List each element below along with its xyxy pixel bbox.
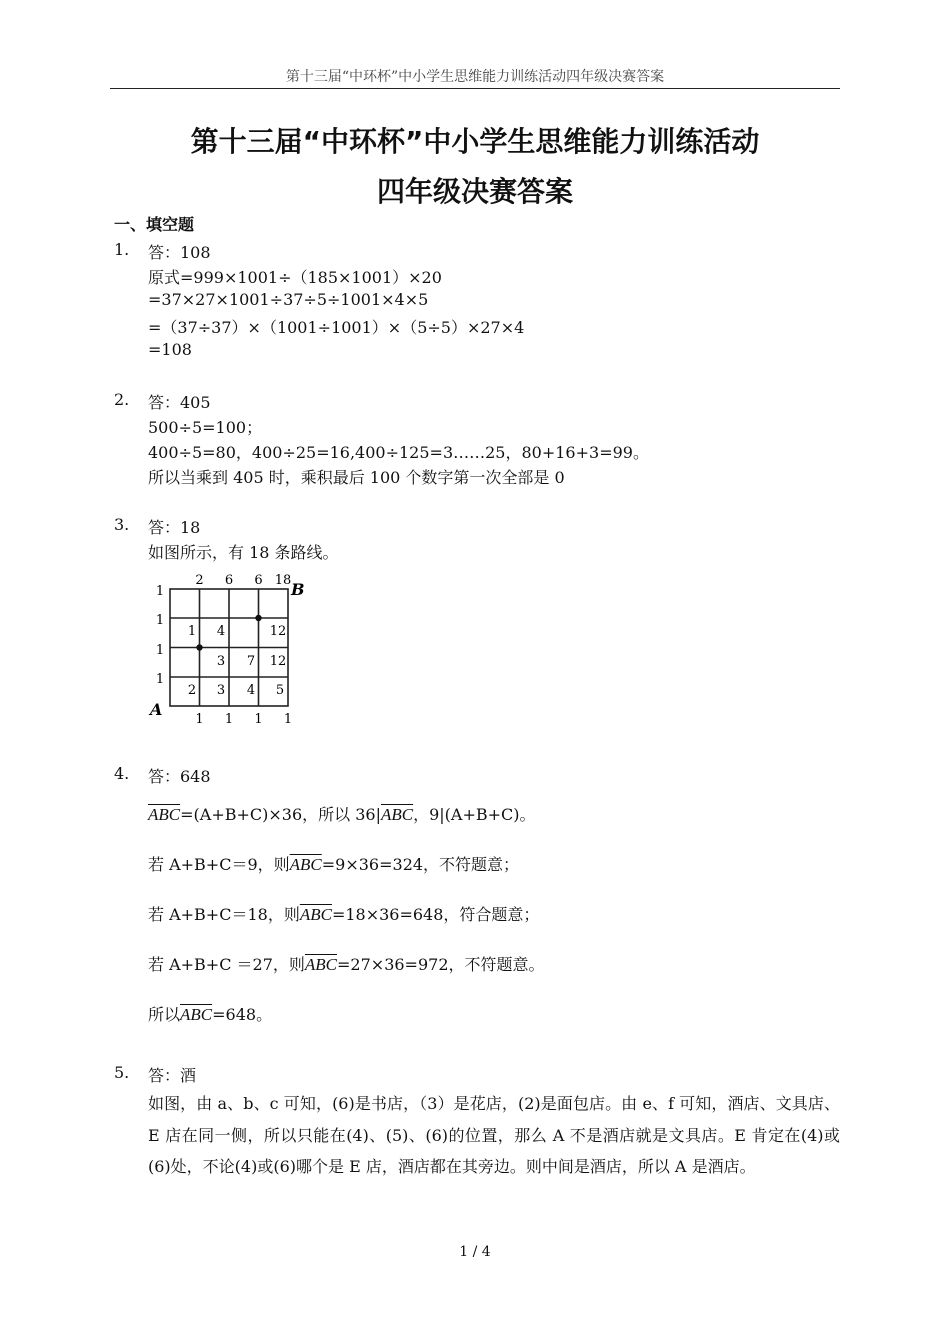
page-number: 1 / 4	[459, 1244, 491, 1260]
grid-top-label: 18	[274, 573, 292, 588]
grid-top-label: 6	[254, 573, 263, 588]
grid-top-label: 2	[195, 573, 204, 588]
grid-cell-value: 12	[269, 624, 287, 639]
q4-text: 若 A+B+C＝9，则	[148, 855, 290, 874]
grid-cell-value: 3	[216, 654, 226, 669]
grid-bottom-label: 1	[254, 712, 263, 727]
q1-number: 1.	[114, 240, 130, 259]
grid-cell-value: 5	[275, 683, 285, 698]
q4-number: 4.	[114, 764, 130, 783]
grid-bottom-label: 1	[224, 712, 234, 727]
q4-line-1	[148, 802, 536, 825]
grid-dot	[255, 615, 261, 621]
grid-left-label: 1	[155, 613, 165, 628]
title-line-1: 第十三届“中环杯”中小学生思维能力训练活动	[190, 125, 760, 158]
q4-text: =(A+B+C)×36，所以 36|	[180, 805, 381, 824]
abc-overline: $\overline{ABC}$	[304, 955, 338, 974]
abc-overline: $\overline{ABC}$	[380, 805, 414, 824]
q1-line: =（37÷37）×（1001÷1001）×（5÷5）×27×4	[148, 318, 525, 337]
q4-text: =648。	[212, 1005, 273, 1024]
q4-text: ，9|(A+B+C)。	[413, 805, 536, 824]
q4-text: 若 A+B+C＝18，则	[148, 905, 300, 924]
grid-left-label: 1	[155, 672, 165, 687]
q4-text: =9×36=324，不符题意；	[321, 855, 520, 874]
q4-text: 若 A+B+C ＝27，则	[148, 955, 305, 974]
grid-left-label: 1	[155, 643, 165, 658]
q2-line: 500÷5=100；	[148, 418, 263, 437]
grid-top-label: 6	[224, 573, 234, 588]
title-line-2: 四年级决赛答案	[376, 175, 573, 208]
point-b-label: B	[291, 580, 305, 599]
grid-cell-value: 4	[246, 683, 256, 698]
q1-line: =37×27×1001÷37÷5÷1001×4×5	[148, 290, 429, 309]
grid-cell-value: 12	[269, 654, 287, 669]
q1-line: 原式=999×1001÷（185×1001）×20	[148, 268, 442, 287]
q4-answer: 答：648	[148, 767, 211, 786]
q5-number: 5.	[114, 1063, 130, 1082]
q2-answer: 答：405	[148, 393, 211, 412]
q1-line: =108	[148, 340, 192, 359]
abc-overline: $\overline{ABC}$	[299, 905, 332, 924]
q5-answer: 答：酒	[148, 1066, 197, 1085]
q2-line: 400÷5=80，400÷25=16,400÷125=3……25，80+16+3=99。	[148, 443, 649, 462]
grid-cell-value: 1	[187, 624, 197, 639]
abc-overline: $\overline{ABC}$	[148, 805, 181, 824]
grid-cell-value: 4	[216, 624, 226, 639]
header-rule	[110, 88, 840, 89]
q4-line-5	[148, 1002, 272, 1025]
q4-line-2	[148, 852, 519, 875]
q1-answer: 答：108	[148, 243, 211, 262]
q2-line: 所以当乘到 405 时，乘积最后 100 个数字第一次全部是 0	[148, 468, 565, 487]
q4-line-4	[148, 952, 545, 975]
point-a-label: A	[150, 700, 163, 719]
grid-left-label: 1	[155, 584, 165, 599]
grid-cell-value: 3	[216, 683, 226, 698]
abc-overline: $\overline{ABC}$	[180, 1005, 213, 1024]
path-count-grid-figure	[146, 568, 316, 728]
grid-cell-value: 7	[246, 654, 256, 669]
q4-line-3	[148, 902, 539, 925]
q3-answer: 答：18	[148, 518, 201, 537]
q5-paragraph: 如图，由 a、b、c 可知，(6)是书店，（3）是花店，(2)是面包店。由 e、f 可知，酒店、文具店、E 店在同一侧，所以只能在(4)、(5)、(6)的位置，那么 A 不是酒店就是文具店。E 肯定在(4)或(6)处，不论(4)或(6)哪个是 E 店，酒店都在其旁边。则中间是酒店，所以 A 是酒店。	[148, 1094, 840, 1176]
q4-text: =27×36=972，不符题意。	[337, 955, 545, 974]
abc-overline: $\overline{ABC}$	[289, 855, 322, 874]
grid-dot	[196, 644, 202, 650]
q4-text: =18×36=648，符合题意；	[331, 905, 540, 924]
q3-line: 如图所示，有 18 条路线。	[148, 543, 339, 562]
grid-bottom-label: 1	[195, 712, 204, 727]
q2-number: 2.	[114, 390, 130, 409]
section-heading: 一、填空题	[114, 215, 195, 234]
q4-text: 所以	[148, 1005, 181, 1024]
grid-bottom-label: 1	[283, 712, 293, 727]
running-header: 第十三届“中环杯”中小学生思维能力训练活动四年级决赛答案	[285, 69, 665, 85]
grid-cell-value: 2	[187, 683, 197, 698]
q3-number: 3.	[114, 515, 130, 534]
